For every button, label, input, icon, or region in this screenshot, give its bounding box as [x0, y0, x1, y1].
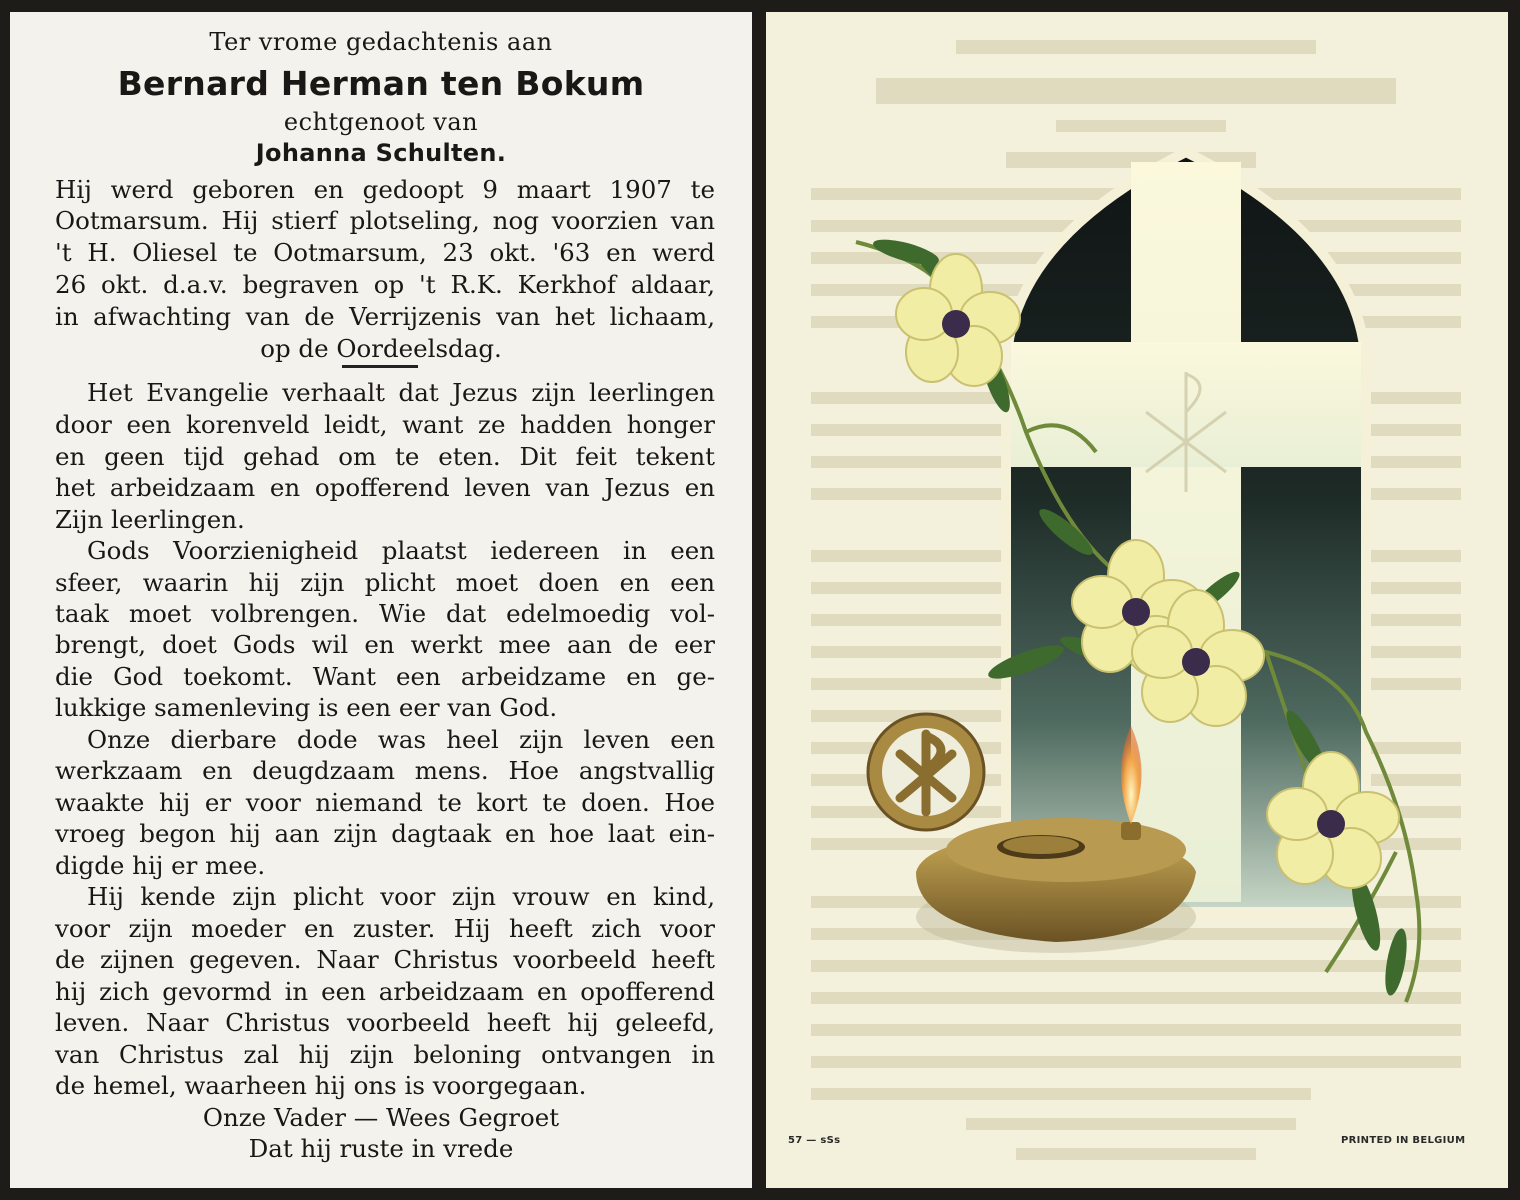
prayer-card-back: [766, 12, 1508, 1188]
bio-line: in afwachting van de Verrijzenis van het lichaam,: [55, 302, 715, 331]
text-line: de zijnen gegeven. Naar Christus voorbeeld heeft: [55, 945, 715, 974]
text-line: Gods Voorzienigheid plaatst iedereen in een: [87, 536, 715, 565]
text-line: die God toekomt. Want een arbeidzame en ge-: [55, 662, 715, 691]
text-line: waakte hij er voor niemand te kort te doen. Hoe: [55, 788, 715, 817]
text-line: voor zijn moeder en zuster. Hij heeft zich voor: [55, 914, 715, 943]
printed-in-label: PRINTED IN BELGIUM: [1341, 1135, 1466, 1146]
divider-line: [342, 365, 418, 368]
text-line: taak moet volbrengen. Wie dat edelmoedig vol-: [55, 599, 715, 628]
text-line: Hij kende zijn plicht voor zijn vrouw en kind,: [87, 882, 715, 911]
text-line: de hemel, waarheen hij ons is voorgegaan.: [55, 1071, 587, 1100]
text-line: sfeer, waarin hij zijn plicht moet doen en een: [55, 568, 715, 597]
text-line: digde hij er mee.: [55, 851, 266, 880]
text-line: Het Evangelie verhaalt dat Jezus zijn leerlingen: [87, 378, 715, 407]
prayer-card-front: [10, 12, 752, 1188]
bio-last-line: op de Oordeelsdag.: [260, 334, 502, 363]
closing-line: Dat hij ruste in vrede: [248, 1134, 514, 1163]
print-code: 57 — sSs: [788, 1135, 841, 1146]
text-line: door een korenveld leidt, want ze hadden honger: [55, 410, 715, 439]
text-line: het arbeidzaam en opofferend leven van Jezus en: [55, 473, 715, 502]
text-line: vroeg begon hij aan zijn dagtaak en hoe laat ein-: [55, 819, 715, 848]
text-line: brengt, doet Gods wil en werkt mee aan de eer: [55, 630, 715, 659]
text-line: en geen tijd gehad om te eten. Dit feit tekent: [55, 442, 715, 471]
text-line: leven. Naar Christus voorbeeld heeft hij geleefd,: [55, 1008, 715, 1037]
text-line: Zijn leerlingen.: [55, 505, 245, 534]
devotional-illustration: [766, 12, 1508, 1188]
spouse-intro: echtgenoot van: [283, 108, 479, 136]
text-line: werkzaam en deugdzaam mens. Hoe angstvallig: [55, 756, 715, 785]
deceased-name: Bernard Herman ten Bokum: [117, 64, 645, 103]
bio-line: 't H. Oliesel te Ootmarsum, 23 okt. '63 en werd: [55, 238, 715, 267]
prayer-line: Onze Vader — Wees Gegroet: [202, 1103, 560, 1132]
text-line: Onze dierbare dode was heel zijn leven een: [87, 725, 715, 754]
text-line: hij zich gevormd in een arbeidzaam en opofferend: [55, 977, 715, 1006]
intro-line: Ter vrome gedachtenis aan: [209, 28, 553, 56]
chi-rho-handle-icon: [868, 714, 984, 830]
text-line: van Christus zal hij zijn beloning ontvangen in: [55, 1040, 715, 1069]
text-line: lukkige samenleving is een eer van God.: [55, 693, 558, 722]
bio-line: Hij werd geboren en gedoopt 9 maart 1907 te: [55, 175, 715, 204]
bio-line: 26 okt. d.a.v. begraven op 't R.K. Kerkhof aldaar,: [55, 270, 715, 299]
bio-line: Ootmarsum. Hij stierf plotseling, nog voorzien van: [55, 206, 715, 235]
spouse-name: Johanna Schulten.: [255, 139, 507, 167]
